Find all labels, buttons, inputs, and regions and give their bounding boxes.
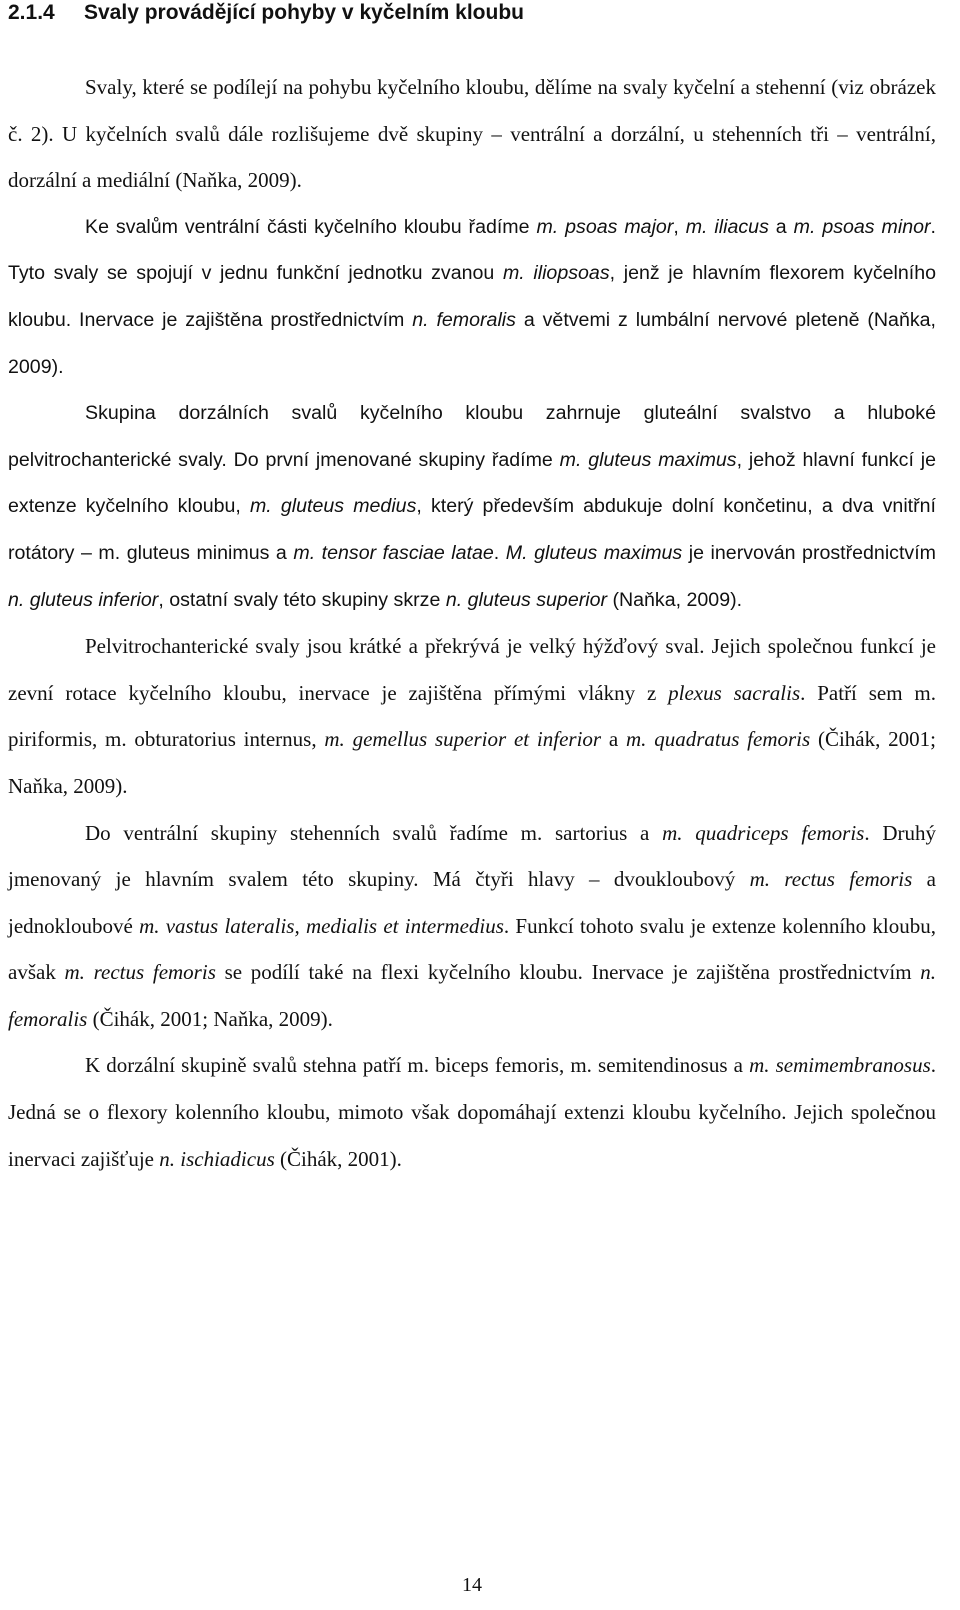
text-run: , jenž je hlavním flexorem kyčelního kloubu. Inervace je zajištěna prostřednictvím: [8, 262, 936, 331]
text-run: Ke svalům ventrální části kyčelního kloubu řadíme: [85, 215, 537, 238]
italic-term: m. quadriceps femoris: [662, 820, 865, 845]
italic-term: m. vastus lateralis, medialis et intermedius: [139, 913, 504, 938]
italic-term: m. quadratus femoris: [626, 727, 811, 752]
paragraph: [8, 623, 936, 809]
text-run: a jednokloubové: [8, 867, 936, 938]
paragraph: [8, 390, 936, 623]
paragraph: [8, 1042, 936, 1182]
text-run: a: [601, 727, 626, 752]
text-run: Svaly, které se podílejí na pohybu kyčelního kloubu, dělíme na svaly kyčelní a stehenní (viz obrázek č. 2). U kyčelních svalů dále rozlišujeme dvě skupiny – ventrální a dorzální, u stehenních tři – ventrální, dorzální a mediální (Naňka, 2009).: [8, 75, 936, 193]
text-run: Skupina dorzálních svalů kyčelního kloubu zahrnuje gluteální svalstvo a hluboké pelvitrochanterické svaly. Do první jmenované skupiny řadíme: [8, 402, 936, 471]
page-number: 14: [462, 1574, 482, 1596]
text-run: K dorzální skupině svalů stehna patří m. biceps femoris, m. semitendinosus a: [85, 1053, 750, 1078]
paragraph: [8, 810, 936, 1043]
italic-term: m. psoas minor: [793, 215, 931, 238]
text-run: a: [768, 215, 794, 238]
italic-term: m. iliopsoas: [502, 262, 610, 285]
text-run: , jehož hlavní funkcí je extenze kyčelního kloubu,: [8, 448, 936, 518]
text-run: Pelvitrochanterické svaly jsou krátké a překrývá je velký hýžďový sval. Jejich společnou funkcí je zevní rotace kyčelního kloubu, inervace je zajištěna přímými vlákny z: [8, 634, 936, 705]
section-heading: [8, 0, 524, 26]
section-number: 2.1.4: [8, 1, 55, 24]
text-run: (Čihák, 2001; Naňka, 2009).: [87, 1006, 333, 1031]
text-run: , který především abdukuje dolní končetinu, a dva vnitřní rotátory – m. gluteus minimus a: [8, 495, 936, 564]
italic-term: m. gluteus maximus: [559, 448, 737, 471]
text-run: .: [493, 541, 506, 564]
italic-term: m. psoas major: [536, 215, 674, 238]
italic-term: m. tensor fasciae latae: [293, 541, 494, 564]
italic-term: n. ischiadicus: [159, 1146, 275, 1171]
text-run: (Čihák, 2001).: [274, 1146, 402, 1171]
text-run: . Funkcí tohoto svalu je extenze kolenního kloubu, avšak: [8, 913, 937, 985]
text-run: a větvemi z lumbální nervové pleteně (Naňka, 2009).: [8, 308, 936, 378]
italic-term: plexus sacralis: [668, 680, 801, 705]
italic-term: m. rectus femoris: [64, 960, 216, 985]
text-run: , ostatní svaly této skupiny skrze: [158, 588, 446, 611]
italic-term: m. gemellus superior et inferior: [324, 727, 602, 752]
text-run: . Jedná se o flexory kolenního kloubu, mimoto však dopomáhají extenzi kloubu kyčelního. Jejich společnou inervaci zajišťuje: [8, 1053, 936, 1171]
text-run: (Naňka, 2009).: [607, 588, 743, 611]
text-run: (Čihák, 2001; Naňka, 2009).: [8, 727, 936, 798]
italic-term: n. gluteus inferior: [8, 588, 159, 611]
text-run: . Patří sem m. piriformis, m. obturatorius internus,: [8, 680, 936, 752]
body-text: [8, 64, 936, 1182]
italic-term: n. femoralis: [412, 308, 516, 331]
italic-term: n. femoralis: [8, 960, 936, 1031]
italic-term: m. rectus femoris: [749, 867, 913, 892]
section-title: Svaly provádějící pohyby v kyčelním kloubu: [84, 1, 524, 24]
italic-term: n. gluteus superior: [445, 588, 608, 611]
text-run: ,: [673, 215, 686, 238]
italic-term: m. iliacus: [685, 215, 769, 238]
paragraph: [8, 64, 936, 204]
text-run: . Tyto svaly se spojují v jednu funkční jednotku zvanou: [8, 215, 936, 285]
text-run: je inervován prostřednictvím: [682, 541, 936, 564]
text-run: . Druhý jmenovaný je hlavním svalem této skupiny. Má čtyři hlavy – dvoukloubový: [8, 820, 936, 892]
text-run: Do ventrální skupiny stehenních svalů řadíme m. sartorius a: [85, 820, 663, 845]
italic-term: m. semimembranosus: [749, 1053, 931, 1078]
text-run: se podílí také na flexi kyčelního kloubu. Inervace je zajištěna prostřednictvím: [215, 960, 921, 985]
paragraph: [8, 204, 936, 390]
italic-term: M. gluteus maximus: [505, 541, 683, 564]
italic-term: m. gluteus medius: [249, 495, 417, 518]
